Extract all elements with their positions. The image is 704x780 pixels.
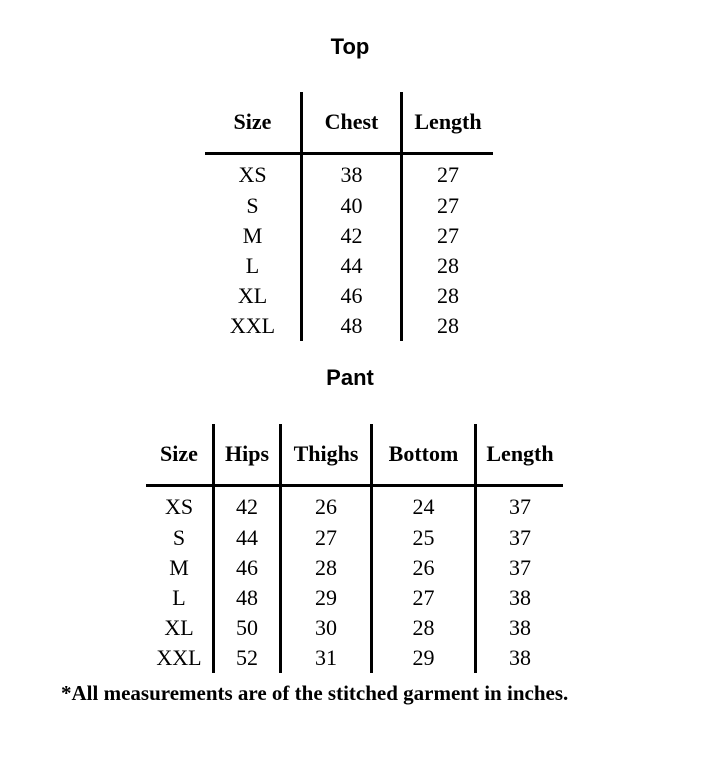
top-cell-chest: 42 [302, 221, 402, 251]
pant-header-hips: Hips [214, 424, 281, 486]
pant-cell-length: 38 [509, 645, 531, 670]
top-cell-length: 27 [437, 161, 459, 187]
pant-header-row [146, 424, 563, 486]
pant-cell-length: 38 [509, 585, 531, 610]
table-row [205, 251, 493, 281]
pant-cell-size: XS [146, 486, 214, 524]
pant-cell-thighs: 29 [281, 583, 372, 613]
pant-cell-thighs: 30 [281, 613, 372, 643]
pant-header-length: Length [476, 424, 564, 486]
table-row [146, 553, 563, 583]
top-cell-length: 27 [437, 193, 459, 218]
measurement-footnote: *All measurements are of the stitched garment in inches. [61, 681, 569, 705]
top-size-table [205, 92, 493, 341]
top-cell-chest: 44 [302, 251, 402, 281]
pant-cell-hips: 44 [214, 523, 281, 553]
top-header-chest: Chest [302, 92, 402, 154]
pant-cell-thighs: 27 [281, 523, 372, 553]
pant-cell-bottom: 28 [372, 613, 476, 643]
pant-cell-thighs: 31 [281, 643, 372, 673]
top-cell-size: XL [205, 281, 302, 311]
pant-cell-hips: 52 [214, 643, 281, 673]
top-cell-length: 28 [437, 283, 459, 308]
pant-cell-hips: 48 [214, 583, 281, 613]
table-row [146, 523, 563, 553]
top-cell-size: XXL [205, 311, 302, 341]
top-section-title: Top [330, 34, 370, 59]
pant-cell-length: 37 [509, 525, 531, 550]
top-header-size: Size [205, 92, 302, 154]
table-row [146, 643, 563, 673]
pant-header-thighs: Thighs [281, 424, 372, 486]
pant-cell-bottom: 29 [372, 643, 476, 673]
top-cell-size: L [205, 251, 302, 281]
top-cell-size: XS [205, 154, 302, 192]
pant-cell-bottom: 24 [372, 486, 476, 524]
pant-cell-hips: 50 [214, 613, 281, 643]
pant-header-bottom: Bottom [372, 424, 476, 486]
top-cell-chest: 40 [302, 191, 402, 221]
top-cell-length: 27 [437, 223, 459, 248]
top-cell-chest: 46 [302, 281, 402, 311]
pant-cell-length: 38 [509, 615, 531, 640]
table-row [205, 154, 493, 192]
top-cell-size: S [205, 191, 302, 221]
top-cell-chest: 48 [302, 311, 402, 341]
table-row [146, 613, 563, 643]
pant-cell-hips: 46 [214, 553, 281, 583]
pant-cell-size: S [146, 523, 214, 553]
table-row [205, 191, 493, 221]
pant-cell-size: M [146, 553, 214, 583]
table-row [146, 583, 563, 613]
pant-cell-length: 37 [509, 555, 531, 580]
pant-cell-bottom: 25 [372, 523, 476, 553]
pant-cell-hips: 42 [214, 486, 281, 524]
pant-cell-size: XL [146, 613, 214, 643]
top-cell-length: 28 [437, 253, 459, 278]
pant-cell-size: L [146, 583, 214, 613]
pant-cell-thighs: 26 [281, 486, 372, 524]
pant-header-size: Size [146, 424, 214, 486]
top-cell-size: M [205, 221, 302, 251]
pant-cell-bottom: 26 [372, 553, 476, 583]
pant-cell-thighs: 28 [281, 553, 372, 583]
pant-section-title: Pant [326, 365, 374, 390]
pant-cell-size: XXL [146, 643, 214, 673]
top-cell-chest: 38 [302, 154, 402, 192]
table-row [205, 281, 493, 311]
pant-cell-length: 37 [509, 493, 531, 519]
top-header-length: Length [402, 92, 494, 154]
pant-cell-bottom: 27 [372, 583, 476, 613]
top-cell-length: 28 [437, 313, 459, 338]
table-row [205, 311, 493, 341]
pant-size-table [146, 424, 563, 673]
top-header-row [205, 92, 493, 154]
table-row [205, 221, 493, 251]
table-row [146, 486, 563, 524]
